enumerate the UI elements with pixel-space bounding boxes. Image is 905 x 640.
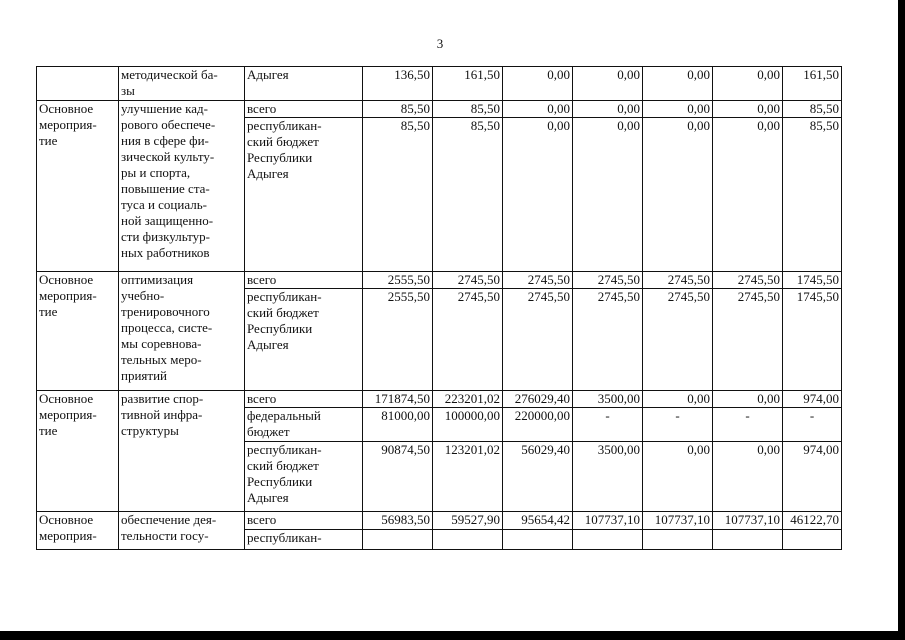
value-cell: 85,50 <box>433 101 503 118</box>
value-cell: 123201,02 <box>433 442 503 512</box>
value-cell: 3500,00 <box>573 442 643 512</box>
funding-source-cell: республикан- ский бюджет Республики Адыгея <box>245 442 363 512</box>
value-cell: 220000,00 <box>503 408 573 442</box>
table-row <box>37 67 842 101</box>
budget-table <box>36 66 842 550</box>
value-cell: 0,00 <box>713 101 783 118</box>
value-cell: 1745,50 <box>783 289 842 391</box>
value-cell <box>783 530 842 550</box>
table-row <box>37 101 842 118</box>
value-cell: 2745,50 <box>433 289 503 391</box>
funding-source-cell: республикан- ский бюджет Республики Адыгея <box>245 118 363 272</box>
value-cell: 3500,00 <box>573 391 643 408</box>
value-cell: 90874,50 <box>363 442 433 512</box>
value-cell <box>433 530 503 550</box>
funding-source-cell: всего <box>245 272 363 289</box>
value-cell: 81000,00 <box>363 408 433 442</box>
event-description-cell: обеспечение дея- тельности госу- <box>119 512 245 550</box>
value-cell: 56029,40 <box>503 442 573 512</box>
value-cell: - <box>783 408 842 442</box>
value-cell: 2745,50 <box>713 272 783 289</box>
value-cell <box>573 530 643 550</box>
value-cell <box>643 530 713 550</box>
value-cell: 0,00 <box>503 118 573 272</box>
value-cell: 107737,10 <box>573 512 643 530</box>
value-cell: 0,00 <box>713 67 783 101</box>
scan-edge-bottom <box>0 631 905 640</box>
value-cell: 107737,10 <box>643 512 713 530</box>
value-cell: 2745,50 <box>573 289 643 391</box>
value-cell: 100000,00 <box>433 408 503 442</box>
value-cell: 974,00 <box>783 442 842 512</box>
funding-source-cell: всего <box>245 512 363 530</box>
value-cell: 0,00 <box>643 442 713 512</box>
value-cell: 276029,40 <box>503 391 573 408</box>
event-type-cell: Основное мероприя- тие <box>37 272 119 391</box>
value-cell: - <box>643 408 713 442</box>
event-description-cell: оптимизация учебно- тренировочного процесса, систе- мы соревнова- тельных меро- приятий <box>119 272 245 391</box>
value-cell: 59527,90 <box>433 512 503 530</box>
value-cell: 85,50 <box>363 118 433 272</box>
value-cell: - <box>573 408 643 442</box>
value-cell: 0,00 <box>503 101 573 118</box>
value-cell: 85,50 <box>433 118 503 272</box>
event-type-cell: Основное мероприя- тие <box>37 391 119 512</box>
value-cell: 56983,50 <box>363 512 433 530</box>
value-cell: 0,00 <box>713 118 783 272</box>
value-cell: 0,00 <box>713 442 783 512</box>
value-cell: 0,00 <box>713 391 783 408</box>
value-cell: 0,00 <box>643 101 713 118</box>
value-cell: 46122,70 <box>783 512 842 530</box>
value-cell: 0,00 <box>573 101 643 118</box>
value-cell: 161,50 <box>433 67 503 101</box>
funding-source-cell: федеральный бюджет <box>245 408 363 442</box>
value-cell: 2745,50 <box>643 289 713 391</box>
value-cell: 107737,10 <box>713 512 783 530</box>
page-number: 3 <box>436 36 444 51</box>
event-type-cell <box>37 67 119 101</box>
value-cell: 136,50 <box>363 67 433 101</box>
value-cell: 85,50 <box>363 101 433 118</box>
value-cell: 2745,50 <box>433 272 503 289</box>
table-row <box>37 512 842 530</box>
scan-edge-right <box>898 0 905 640</box>
table-body <box>37 67 842 550</box>
event-description-cell: методической ба- зы <box>119 67 245 101</box>
value-cell: 974,00 <box>783 391 842 408</box>
funding-source-cell: республикан- <box>245 530 363 550</box>
event-type-cell: Основное мероприя- <box>37 512 119 550</box>
value-cell: 0,00 <box>643 118 713 272</box>
event-description-cell: улучшение кад- рового обеспече- ния в сфере фи- зической культу- ры и спорта, повышение ста- туса и социаль- ной защищенно- сти физкультур- ных работников <box>119 101 245 272</box>
event-type-cell: Основное мероприя- тие <box>37 101 119 272</box>
value-cell <box>713 530 783 550</box>
value-cell: 0,00 <box>503 67 573 101</box>
value-cell: 171874,50 <box>363 391 433 408</box>
event-description-cell: развитие спор- тивной инфра- структуры <box>119 391 245 512</box>
value-cell: 0,00 <box>643 391 713 408</box>
value-cell: 2555,50 <box>363 289 433 391</box>
value-cell: 2555,50 <box>363 272 433 289</box>
value-cell: 0,00 <box>573 118 643 272</box>
value-cell: 2745,50 <box>573 272 643 289</box>
value-cell: 223201,02 <box>433 391 503 408</box>
value-cell: 85,50 <box>783 118 842 272</box>
value-cell: 2745,50 <box>503 289 573 391</box>
value-cell: 95654,42 <box>503 512 573 530</box>
value-cell: 2745,50 <box>503 272 573 289</box>
value-cell: 85,50 <box>783 101 842 118</box>
table-row <box>37 391 842 408</box>
funding-source-cell: всего <box>245 101 363 118</box>
value-cell: 1745,50 <box>783 272 842 289</box>
value-cell: 0,00 <box>573 67 643 101</box>
value-cell: 2745,50 <box>643 272 713 289</box>
value-cell: 161,50 <box>783 67 842 101</box>
value-cell: - <box>713 408 783 442</box>
funding-source-cell: Адыгея <box>245 67 363 101</box>
funding-source-cell: всего <box>245 391 363 408</box>
value-cell: 0,00 <box>643 67 713 101</box>
value-cell: 2745,50 <box>713 289 783 391</box>
table-row <box>37 272 842 289</box>
funding-source-cell: республикан- ский бюджет Республики Адыгея <box>245 289 363 391</box>
value-cell <box>363 530 433 550</box>
value-cell <box>503 530 573 550</box>
